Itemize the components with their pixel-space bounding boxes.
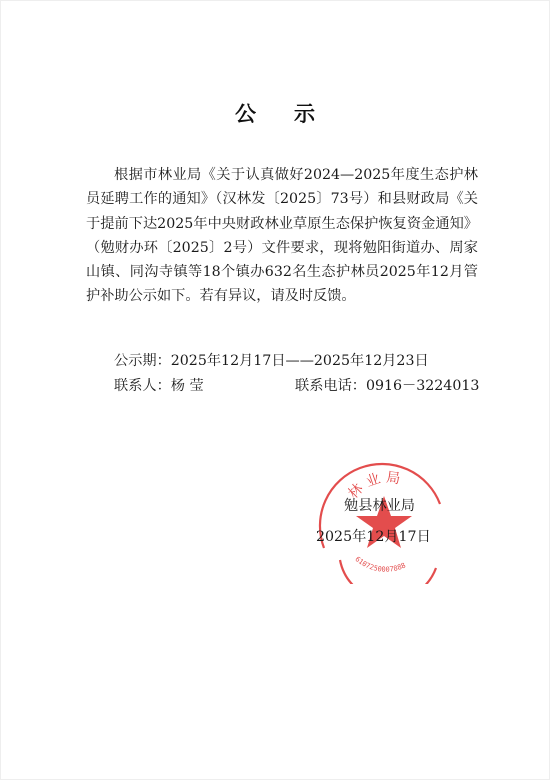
signature-organization: 勉县林业局 <box>344 498 415 514</box>
official-seal <box>310 452 458 584</box>
notice-body: 根据市林业局《关于认真做好2024—2025年度生态护林员延聘工作的通知》（汉林发〔2025〕73号）和县财政局《关于提前下达2025年中央财政林业草原生态保护恢复资金通知》（勉财办环〔2025〕2号）文件要求，现将勉阳街道办、周家山镇、同沟寺镇等18个镇办632名生态护林员2025年12月管护补助公示如下。若有异议，请及时反馈。 <box>86 167 478 305</box>
seal-code-text: 6107250007888 <box>353 555 407 574</box>
contact-person: 联系人：杨 莹 <box>114 378 204 394</box>
signature-date: 2025年12月17日 <box>316 529 431 545</box>
seal-top-text: 林 业 局 <box>345 469 402 503</box>
notice-period: 公示期：2025年12月17日——2025年12月23日 <box>114 353 429 369</box>
contact-phone: 联系电话：0916－3224013 <box>295 378 480 394</box>
notice-title: 公示 <box>235 102 353 126</box>
contact-line <box>114 375 494 395</box>
